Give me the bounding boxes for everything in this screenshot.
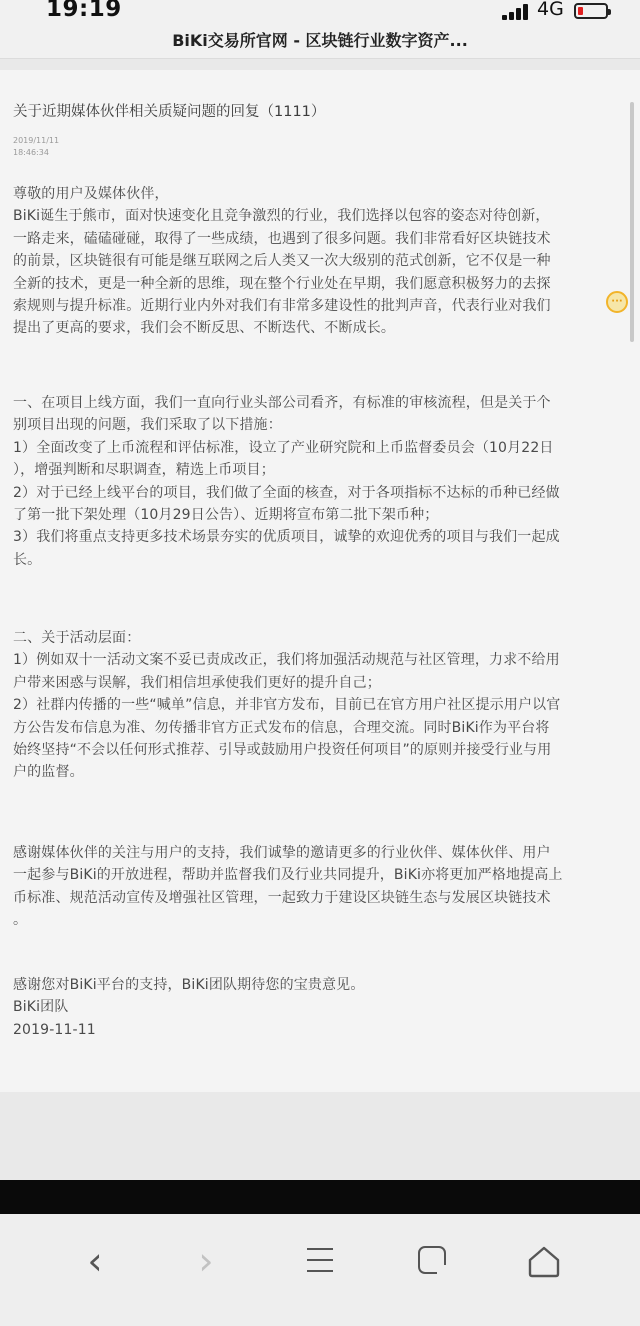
browser-title-bar[interactable] (0, 24, 640, 59)
page-title: BiKi交易所官网 - 区块链行业数字资产... (172, 31, 468, 50)
home-icon (526, 1243, 562, 1279)
text-line: BiKi团队 (13, 999, 69, 1016)
text-line: 2019-11-11 (13, 1021, 96, 1038)
status-bar (0, 0, 640, 24)
tabs-icon (418, 1246, 446, 1274)
article-heading: 关于近期媒体伙伴相关质疑问题的回复（1111） (13, 104, 326, 120)
article-time: 18:46:34 (13, 148, 49, 157)
text-line: 全新的技术，更是一种全新的思维，现在整个行业处在早期，我们愿意积极努力的去探 (13, 275, 551, 292)
text-line: 索规则与提升标准。近期行业内外对我们有非常多建设性的批判声音，代表行业对我们 (13, 298, 551, 315)
text-line: 别项目出现的问题，我们采取了以下措施： (13, 417, 282, 434)
text-line: 一路走来，磕磕碰碰，取得了一些成绩，也遇到了很多问题。我们非常看好区块链技术 (13, 230, 551, 247)
text-line: 1）例如双十一活动文案不妥已责成改正，我们将加强活动规范与社区管理，力求不给用 (13, 652, 560, 669)
paragraph-activities (13, 627, 625, 784)
browser-bottom-nav (0, 1214, 640, 1326)
article-content[interactable] (0, 70, 640, 1092)
text-line: 币标准、规范活动宣传及增强社区管理，一起致力于建设区块链生态与发展区块链技术 (13, 889, 551, 906)
text-line: 2）对于已经上线平台的项目，我们做了全面的核查，对于各项指标不达标的币种已经做 (13, 484, 560, 501)
paragraph-thanks (13, 842, 625, 932)
text-line: 一起参与BiKi的开放进程，帮助并监督我们及行业共同提升，BiKi亦将更加严格地提高上 (13, 867, 563, 884)
tabs-button[interactable] (408, 1236, 458, 1286)
scrollbar-thumb[interactable] (630, 102, 634, 342)
network-type: 4G (537, 0, 564, 20)
text-line: 户的监督。 (13, 764, 84, 781)
text-line: 的前景，区块链很有可能是继互联网之后人类又一次大级别的范式创新，它不仅是一种 (13, 253, 551, 270)
text-line: 。 (13, 912, 28, 929)
text-line: BiKi诞生于熊市，面对快速变化且竞争激烈的行业，我们选择以包容的姿态对待创新， (13, 208, 550, 225)
back-chevron-icon[interactable]: ‹ (87, 1239, 103, 1283)
battery-level (578, 7, 583, 15)
article-date: 2019/11/11 (13, 136, 60, 145)
signal-icon (502, 4, 530, 20)
text-line: 感谢媒体伙伴的关注与用户的支持，我们诚挚的邀请更多的行业伙伴、媒体伙伴、用户 (13, 845, 551, 861)
text-line: 二、关于活动层面： (13, 630, 141, 646)
text-line: 了第一批下架处理（10月29日公告）、近期将宣布第二批下架币种； (13, 507, 439, 524)
text-line: 户带来困惑与误解，我们相信坦承使我们更好的提升自己； (13, 674, 381, 691)
text-line: 3）我们将重点支持更多技术场景夯实的优质项目，诚挚的欢迎优秀的项目与我们一起成 (13, 529, 560, 546)
text-line: 始终坚持“不会以任何形式推荐、引导或鼓励用户投资任何项目”的原则并接受行业与用 (13, 742, 552, 759)
text-line: 长。 (13, 551, 42, 568)
paragraph-projects (13, 392, 625, 571)
battery-low-icon (574, 3, 608, 19)
text-line: 感谢您对BiKi平台的支持，BiKi团队期待您的宝贵意见。 (13, 977, 365, 993)
bottom-divider-band (0, 1180, 640, 1214)
chat-bubble-icon[interactable]: ··· (606, 291, 628, 313)
status-time: 19:19 (46, 0, 122, 22)
home-button[interactable] (519, 1236, 569, 1286)
paragraph-signature (13, 974, 625, 1041)
text-line: 2）社群内传播的一些“喊单”信息，并非官方发布，目前已在官方用户社区提示用户以官 (13, 697, 561, 714)
text-line: 尊敬的用户及媒体伙伴， (13, 186, 169, 202)
paragraph-greeting (13, 183, 625, 340)
text-line: 方公告发布信息为准、勿传播非官方正式发布的信息，合理交流。同时BiKi作为平台将 (13, 719, 550, 736)
text-line: ），增强判断和尽职调查，精选上币项目； (13, 462, 275, 479)
text-line: 1）全面改变了上币流程和评估标准，设立了产业研究院和上币监督委员会（10月22日 (13, 439, 554, 456)
menu-button[interactable] (295, 1236, 345, 1286)
text-line: 一、在项目上线方面，我们一直向行业头部公司看齐，有标准的审核流程，但是关于个 (13, 395, 551, 411)
forward-chevron-icon[interactable]: › (198, 1239, 214, 1283)
text-line: 提出了更高的要求，我们会不断反思、不断迭代、不断成长。 (13, 320, 396, 337)
menu-icon (307, 1248, 333, 1272)
